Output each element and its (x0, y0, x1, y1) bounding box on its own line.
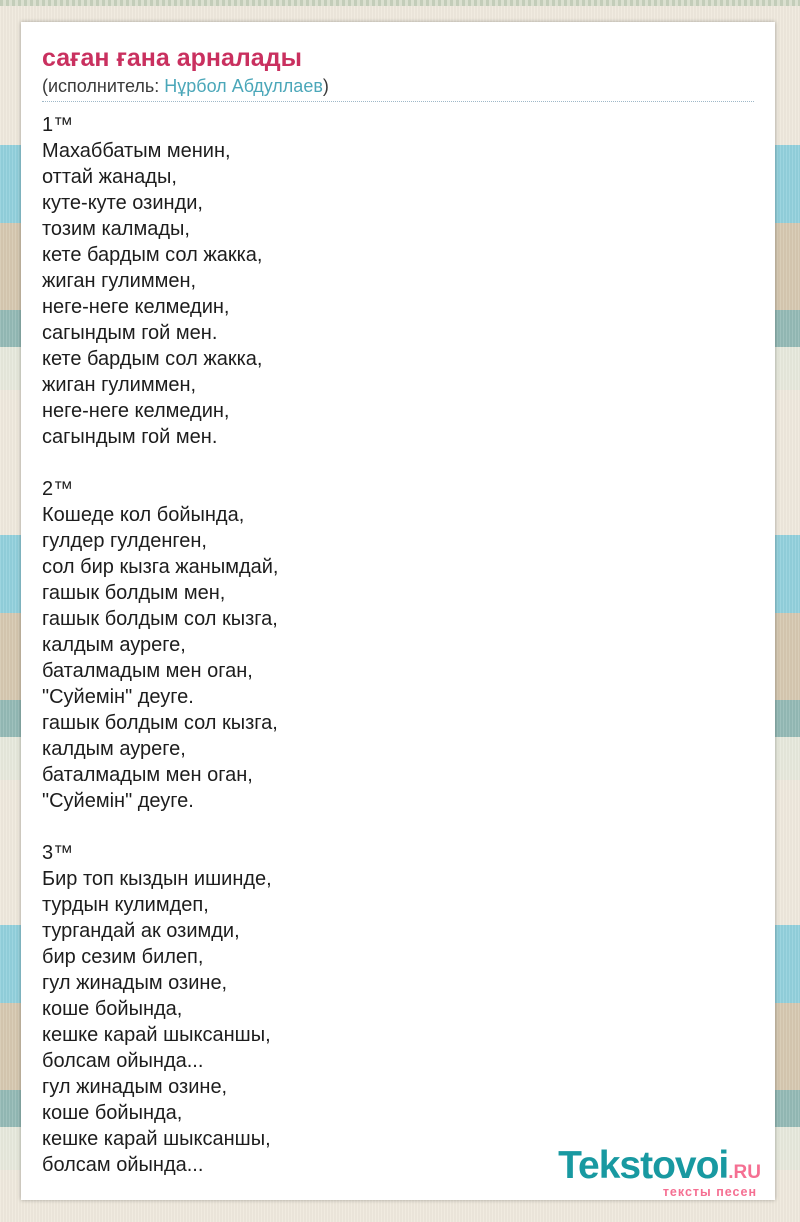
verse-number: 1™ (42, 114, 74, 136)
lyric-line: кете бардым сол жакка, (42, 348, 263, 370)
lyric-line: сагындым гой мен. (42, 322, 218, 344)
artist-label-suffix: ) (322, 76, 329, 96)
logo-tagline: тексты песен (662, 1184, 757, 1199)
artist-line (42, 75, 754, 97)
lyric-line: жиган гулиммен, (42, 270, 197, 292)
top-border-strip (0, 0, 800, 6)
lyric-line: кешке карай шыксаншы, (42, 1128, 271, 1150)
artist-label: (исполнитель: (42, 76, 165, 96)
lyric-line: сагындым гой мен. (42, 426, 218, 448)
lyric-line: жиган гулиммен, (42, 374, 197, 396)
site-logo-link[interactable] (558, 1143, 761, 1199)
lyric-line: болсам ойында... (42, 1154, 204, 1176)
tekstovoi-logo-text: Tekstovoi (558, 1143, 729, 1187)
lyric-line: гулдер гулденген, (42, 530, 207, 552)
lyric-line: "Суйемін" деуге. (42, 790, 194, 812)
lyric-line: коше бойында, (42, 1102, 183, 1124)
lyric-line: баталмадым мен оган, (42, 764, 253, 786)
lyric-line: неге-неге келмедин, (42, 296, 230, 318)
verse-number: 2™ (42, 478, 74, 500)
verse (42, 112, 754, 450)
lyric-line: гул жинадым озине, (42, 1076, 228, 1098)
lyric-line: гул жинадым озине, (42, 972, 228, 994)
lyrics-text (42, 112, 754, 1178)
lyric-line: куте-куте озинди, (42, 192, 203, 214)
lyric-line: тозим калмады, (42, 218, 190, 240)
lyric-line: Бир топ кыздын ишинде, (42, 868, 272, 890)
lyric-line: Кошеде кол бойында, (42, 504, 245, 526)
lyric-line: баталмадым мен оган, (42, 660, 253, 682)
lyric-line: Махаббатым менин, (42, 140, 231, 162)
lyric-line: тургандай ак озимди, (42, 920, 240, 942)
lyric-line: оттай жанады, (42, 166, 177, 188)
logo-domain-suffix: .RU (728, 1161, 761, 1183)
lyric-line: калдым ауреге, (42, 634, 186, 656)
lyric-line: "Суйемін" деуге. (42, 686, 194, 708)
page-title: саған ғана арналады (42, 44, 302, 72)
lyric-line: сол бир кызга жанымдай, (42, 556, 279, 578)
verse-number: 3™ (42, 842, 74, 864)
lyric-line: неге-неге келмедин, (42, 400, 230, 422)
lyric-line: гашык болдым мен, (42, 582, 226, 604)
lyric-line: кешке карай шыксаншы, (42, 1024, 271, 1046)
song-header (42, 45, 754, 102)
lyric-line: турдын кулимдеп, (42, 894, 209, 916)
lyric-line: коше бойында, (42, 998, 183, 1020)
verse (42, 476, 754, 814)
verse (42, 840, 754, 1178)
lyric-line: болсам ойында... (42, 1050, 204, 1072)
lyric-line: гашык болдым сол кызга, (42, 712, 278, 734)
artist-link[interactable]: Нұрбол Абдуллаев (164, 76, 323, 96)
lyric-line: бир сезим билеп, (42, 946, 204, 968)
content-card (21, 22, 775, 1200)
lyric-line: кете бардым сол жакка, (42, 244, 263, 266)
lyric-line: гашык болдым сол кызга, (42, 608, 278, 630)
lyric-line: калдым ауреге, (42, 738, 186, 760)
